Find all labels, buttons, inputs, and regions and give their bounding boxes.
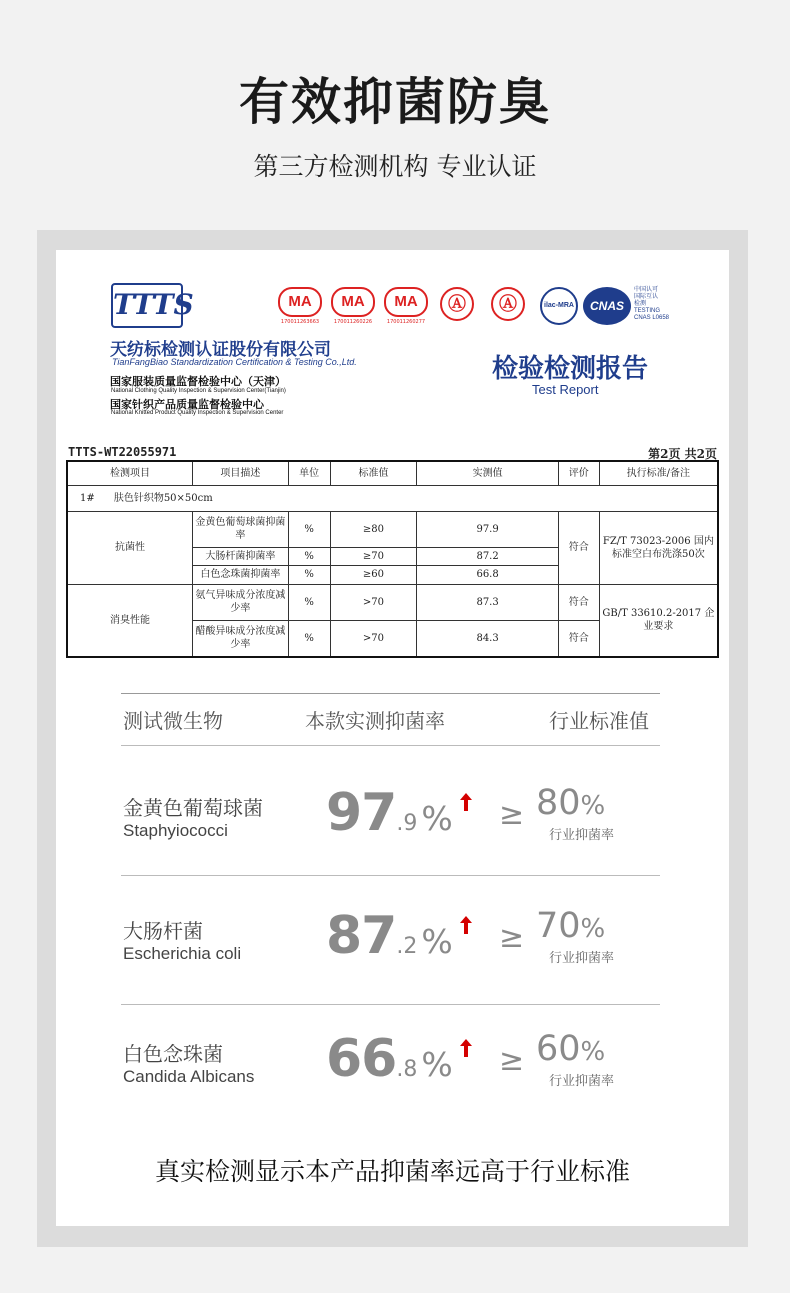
up-arrow-icon [460,916,472,934]
table-row: 大肠杆菌抑菌率 % ≥70 87.2 [67,547,718,566]
measured-rate: 66.8 % [326,1029,453,1089]
report-title-cn: 检验检测报告 [492,354,649,384]
cma-icon: MA [278,287,322,317]
microbe-name-en: Candida Albicans [123,1067,255,1086]
up-arrow-icon [460,1039,472,1057]
microbe-name-cn: 金黄色葡萄球菌 [123,796,263,820]
certification-marks [278,287,738,333]
test-results-table [66,460,719,658]
table-row: 抗菌性 金黄色葡萄球菌抑菌率 % ≥80 97.9 符合 FZ/T 73023-2006 国内标准空白布洗涤50次 [67,511,718,547]
category-antibacterial: 抗菌性 [67,511,193,584]
col-header-rate: 本款实测抑菌率 [305,709,445,733]
sample-description: 1# 肤色针织物50×50cm [67,485,718,511]
divider [121,693,660,694]
standard-label: 行业抑菌率 [549,951,615,966]
table-row: 醋酸异味成分浓度减少率 % >70 84.3 符合 [67,620,718,657]
table-row [67,485,718,511]
microbe-name-cn: 大肠杆菌 [123,919,203,943]
hero-title: 有效抑菌防臭 [239,73,551,131]
institute-2-en: National Knitted Product Quality Inspection & Supervision Center [111,410,284,416]
report-title-en: Test Report [532,382,599,397]
cma-mark-2: MA 170011260226 [331,287,375,325]
table-header-row: 检测项目 项目描述 单位 标准值 实测值 评价 执行标准/备注 [67,461,718,485]
standard-label: 行业抑菌率 [549,828,615,843]
col-header-microbe: 测试微生物 [123,709,223,733]
microbe-name-cn: 白色念珠菌 [123,1042,223,1066]
footer-claim: 真实检测显示本产品抑菌率远高于行业标准 [154,1157,630,1186]
cal-icon: Ⓐ [491,287,525,321]
cal-icon: Ⓐ [440,287,474,321]
table-row: 白色念珠菌抑菌率 % ≥60 66.8 [67,566,718,585]
ttts-logo: TTTS [111,283,183,328]
greater-equal-icon: ≥ [499,920,525,955]
cal-mark-2 [486,287,530,321]
greater-equal-icon: ≥ [499,797,525,832]
ilac-mra-icon: ilac-MRA [540,287,578,325]
standard-rate: 60% [536,1029,606,1069]
divider [121,1004,660,1005]
institute-1-en: National Clothing Quality Inspection & Supervision Center(Tianjin) [111,388,286,394]
cnas-text: 中国认可 国际互认 检测 TESTING CNAS L0658 [634,287,670,321]
cnas-icon: CNAS [583,287,631,325]
up-arrow-icon [460,793,472,811]
standard-rate: 80% [536,783,606,823]
cal-mark-1 [435,287,479,321]
hero-subtitle: 第三方检测机构 专业认证 [253,152,537,181]
table-row: 消臭性能 氨气异味成分浓度减少率 % >70 87.3 符合 GB/T 33610.2-2017 企业要求 [67,584,718,620]
org-name-en: TianFangBiao Standardization Certification & Testing Co.,Ltd. [112,357,357,367]
measured-rate: 87.2 % [326,906,453,966]
report-page: 第2页 共2页 [648,447,717,461]
standard-rate: 70% [536,906,606,946]
col-header-standard: 行业标准值 [549,709,649,733]
greater-equal-icon: ≥ [499,1043,525,1078]
cma-mark-3: MA 170011260277 [384,287,428,325]
cma-mark-1: MA 170011263663 [278,287,322,325]
measured-rate: 97.9 % [326,783,453,843]
microbe-name-en: Escherichia coli [123,944,242,963]
category-deodorant: 消臭性能 [67,584,193,657]
standard-label: 行业抑菌率 [549,1074,615,1089]
divider [121,875,660,876]
microbe-name-en: Staphyiococci [123,821,228,840]
institute-1-cn: 国家服装质量监督检验中心（天津） [110,375,286,388]
report-card [56,250,729,1226]
divider [121,745,660,746]
report-number: TTTS-WT22055971 [68,445,177,459]
cma-icon: MA [384,287,428,317]
org-name-cn: 天纺标检测认证股份有限公司 [110,340,331,360]
cma-icon: MA [331,287,375,317]
institute-2-cn: 国家针织产品质量监督检验中心 [110,398,264,411]
